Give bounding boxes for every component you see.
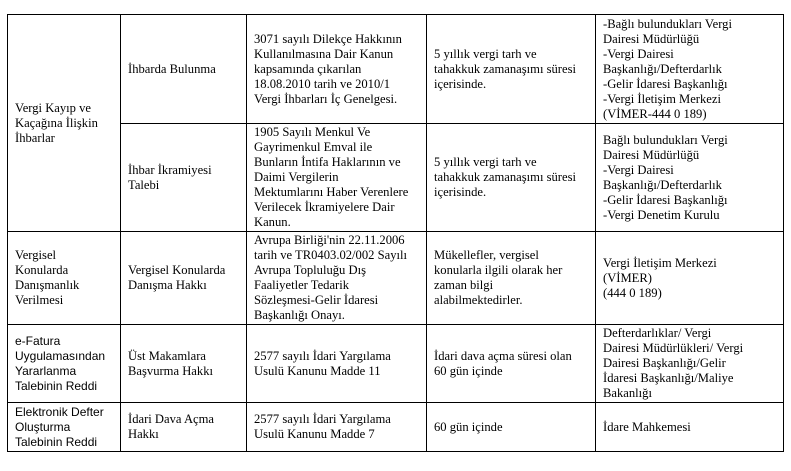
category-cell: Vergisel Konularda Danışmanlık Verilmesi (8, 232, 121, 325)
table-row (8, 403, 784, 452)
legal-basis-cell: 2577 sayılı İdari Yargılama Usulü Kanunu Madde 11 (247, 325, 427, 403)
service-cell: Vergisel Konularda Danışma Hakkı (121, 232, 247, 325)
table-row (8, 15, 784, 124)
service-cell: İdari Dava Açma Hakkı (121, 403, 247, 452)
service-cell: Üst Makamlara Başvurma Hakkı (121, 325, 247, 403)
authority-cell: -Bağlı bulundukları Vergi Dairesi Müdürlüğü -Vergi Dairesi Başkanlığı/Defterdarlık -Gelir İdaresi Başkanlığı -Vergi İletişim Merkezi (VİMER-444 0 189) (596, 15, 784, 124)
category-cell: Elektronik Defter Oluşturma Talebinin Reddi (8, 403, 121, 452)
service-cell: İhbar İkramiyesi Talebi (121, 124, 247, 232)
authority-cell: Defterdarlıklar/ Vergi Dairesi Müdürlükleri/ Vergi Dairesi Başkanlığı/Gelir İdaresi Başkanlığı/Maliye Bakanlığı (596, 325, 784, 403)
duration-cell: 60 gün içinde (427, 403, 596, 452)
duration-cell: Mükellefler, vergisel konularla ilgili olarak her zaman bilgi alabilmektedirler. (427, 232, 596, 325)
category-cell: Vergi Kayıp ve Kaçağına İlişkin İhbarlar (8, 15, 121, 232)
legal-basis-cell: 1905 Sayılı Menkul Ve Gayrimenkul Emval ile Bunların İntifa Haklarının ve Daimi Vergilerin Mektumlarını Haber Verenlere Verilecek İkramiyelere Dair Kanun. (247, 124, 427, 232)
duration-cell: İdari dava açma süresi olan 60 gün içinde (427, 325, 596, 403)
document-page (7, 14, 784, 452)
legal-basis-cell: 3071 sayılı Dilekçe Hakkının Kullanılmasına Dair Kanun kapsamında çıkarılan 18.08.2010 tarih ve 2010/1 Vergi İhbarları İç Genelgesi. (247, 15, 427, 124)
duration-cell: 5 yıllık vergi tarh ve tahakkuk zamanaşımı süresi içerisinde. (427, 124, 596, 232)
table-row (8, 232, 784, 325)
legal-basis-cell: 2577 sayılı İdari Yargılama Usulü Kanunu Madde 7 (247, 403, 427, 452)
service-cell: İhbarda Bulunma (121, 15, 247, 124)
services-table (7, 14, 784, 452)
legal-basis-cell: Avrupa Birliği'nin 22.11.2006 tarih ve TR0403.02/002 Sayılı Avrupa Topluluğu Dış Faaliyetler Tedarik Sözleşmesi-Gelir İdaresi Başkanlığı Onayı. (247, 232, 427, 325)
table-row (8, 325, 784, 403)
authority-cell: İdare Mahkemesi (596, 403, 784, 452)
category-cell: e-Fatura Uygulamasından Yararlanma Talebinin Reddi (8, 325, 121, 403)
table-row (8, 124, 784, 232)
authority-cell: Vergi İletişim Merkezi (VİMER) (444 0 189) (596, 232, 784, 325)
authority-cell: Bağlı bulundukları Vergi Dairesi Müdürlüğü -Vergi Dairesi Başkanlığı/Defterdarlık -Gelir İdaresi Başkanlığı -Vergi Denetim Kurulu (596, 124, 784, 232)
duration-cell: 5 yıllık vergi tarh ve tahakkuk zamanaşımı süresi içerisinde. (427, 15, 596, 124)
